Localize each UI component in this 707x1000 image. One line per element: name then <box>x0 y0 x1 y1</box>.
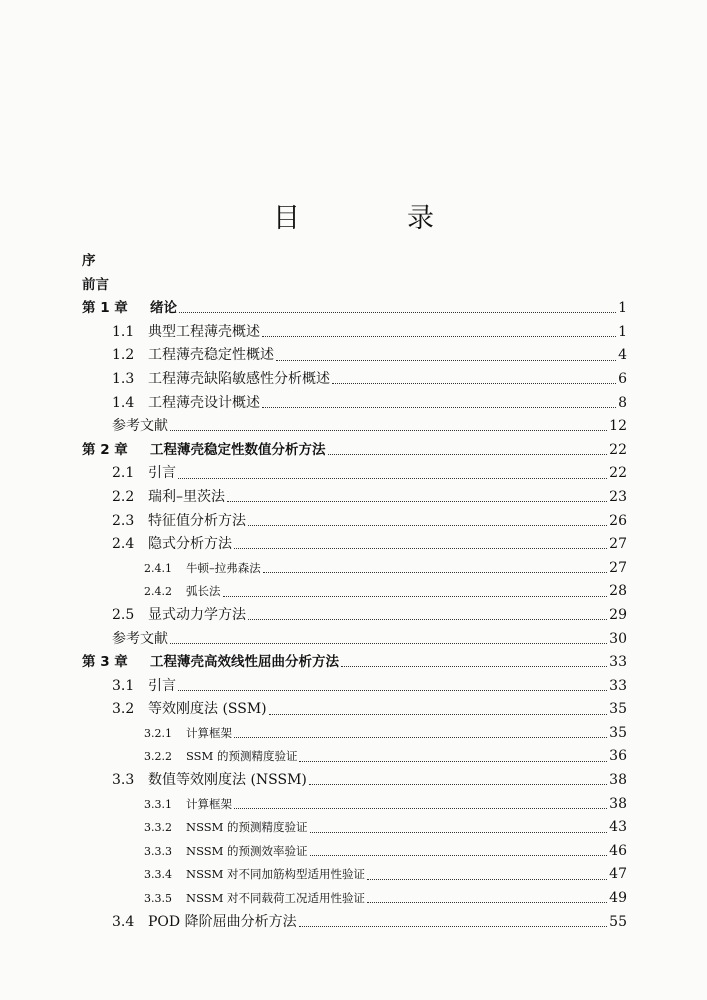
toc-entry-label: 工程薄壳设计概述 <box>148 394 260 411</box>
toc-front-label: 前言 <box>82 276 109 293</box>
toc-entry-subsection[interactable] <box>82 863 627 887</box>
toc-entry-section[interactable] <box>82 368 627 392</box>
toc-entry-label: SSM 的预测精度验证 <box>186 749 298 764</box>
toc-entry-page: 1 <box>618 323 627 340</box>
toc-entry-number: 1.3 <box>112 370 135 387</box>
toc-entry-page: 23 <box>609 488 627 505</box>
toc-entry-chapter-2[interactable] <box>82 439 627 463</box>
toc-entry-label: 牛顿–拉弗森法 <box>186 560 261 575</box>
toc-leader-dots <box>367 879 607 880</box>
toc-entry-page: 1 <box>618 300 627 317</box>
toc-entry-number: 1.4 <box>112 394 135 411</box>
toc-entry-number: 2.1 <box>112 465 135 482</box>
toc-leader-dots <box>276 360 616 361</box>
toc-entry-number: 3.4 <box>112 913 135 930</box>
toc-entry-page: 6 <box>618 370 627 387</box>
toc-entry-page: 8 <box>618 394 627 411</box>
toc-leader-dots <box>309 784 607 785</box>
toc-leader-dots <box>178 478 607 479</box>
toc-entry-page: 46 <box>609 842 627 859</box>
toc-entry-subsection[interactable] <box>82 557 627 581</box>
toc-entry-section[interactable] <box>82 462 627 486</box>
toc-entry-references[interactable] <box>82 628 627 652</box>
toc-entry-label: NSSM 对不同加筋构型适用性验证 <box>186 867 366 882</box>
toc-leader-dots <box>234 808 607 809</box>
toc-entry-label: 典型工程薄壳概述 <box>148 323 260 340</box>
toc-entry-label: 特征值分析方法 <box>148 512 246 529</box>
toc-entry-section[interactable] <box>82 698 627 722</box>
toc-entry-section[interactable] <box>82 392 627 416</box>
toc-entry-page: 33 <box>609 677 627 694</box>
toc-front-preface[interactable] <box>82 250 627 274</box>
toc-entry-number: 2.4 <box>112 536 135 553</box>
toc-entry-number: 第 2 章 <box>82 441 128 458</box>
toc-entry-number: 2.2 <box>112 488 135 505</box>
toc-entry-label: 工程薄壳缺陷敏感性分析概述 <box>148 370 330 387</box>
toc-entry-label: 引言 <box>148 465 176 482</box>
table-of-contents <box>82 250 627 934</box>
toc-entry-page: 35 <box>609 701 627 718</box>
toc-entry-page: 43 <box>609 819 627 836</box>
toc-entry-label: 计算框架 <box>186 725 232 740</box>
toc-front-foreword[interactable] <box>82 274 627 298</box>
toc-entry-number: 3.3.1 <box>144 797 172 811</box>
toc-entry-page: 38 <box>609 772 627 789</box>
toc-leader-dots <box>170 643 607 644</box>
toc-entry-page: 33 <box>609 654 627 671</box>
toc-entry-number: 3.3.4 <box>144 868 172 882</box>
toc-leader-dots <box>263 572 607 573</box>
toc-entry-number: 第 3 章 <box>82 654 128 671</box>
toc-entry-label: 工程薄壳稳定性数值分析方法 <box>150 441 326 458</box>
toc-entry-page: 49 <box>609 890 627 907</box>
toc-entry-page: 12 <box>609 418 627 435</box>
toc-entry-page: 22 <box>609 441 627 458</box>
toc-entry-page: 22 <box>609 465 627 482</box>
toc-entry-page: 38 <box>609 795 627 812</box>
page-title: 目 录 <box>273 203 474 234</box>
toc-leader-dots <box>299 761 607 762</box>
toc-entry-subsection[interactable] <box>82 722 627 746</box>
toc-entry-label: NSSM 的预测精度验证 <box>186 820 308 835</box>
toc-entry-page: 27 <box>609 559 627 576</box>
toc-entry-label: 参考文献 <box>112 630 168 647</box>
toc-entry-section[interactable] <box>82 675 627 699</box>
toc-entry-page: 55 <box>609 913 627 930</box>
toc-entry-chapter-3[interactable] <box>82 651 627 675</box>
toc-entry-number: 1.2 <box>112 347 135 364</box>
toc-entry-label: 工程薄壳高效线性屈曲分析方法 <box>150 654 339 671</box>
toc-leader-dots <box>367 902 607 903</box>
toc-entry-section[interactable] <box>82 769 627 793</box>
toc-entry-number: 3.2 <box>112 701 135 718</box>
toc-entry-number: 2.4.1 <box>144 561 172 575</box>
toc-entry-subsection[interactable] <box>82 580 627 604</box>
toc-entry-label: 绪论 <box>150 300 177 317</box>
toc-entry-section[interactable] <box>82 911 627 935</box>
toc-entry-page: 4 <box>618 347 627 364</box>
toc-entry-label: NSSM 的预测效率验证 <box>186 843 308 858</box>
toc-entry-page: 26 <box>609 512 627 529</box>
toc-entry-number: 2.5 <box>112 606 135 623</box>
toc-entry-number: 3.2.2 <box>144 750 172 764</box>
toc-entry-section[interactable] <box>82 510 627 534</box>
toc-entry-section[interactable] <box>82 321 627 345</box>
toc-entry-number: 3.1 <box>112 677 135 694</box>
toc-entry-label: 计算框架 <box>186 796 232 811</box>
toc-entry-number: 3.3.3 <box>144 844 172 858</box>
toc-entry-label: 瑞利–里茨法 <box>148 488 225 505</box>
toc-entry-number: 2.3 <box>112 512 135 529</box>
toc-leader-dots <box>248 525 607 526</box>
toc-entry-label: POD 降阶屈曲分析方法 <box>148 913 297 930</box>
toc-entry-subsection[interactable] <box>82 816 627 840</box>
toc-leader-dots <box>248 619 607 620</box>
toc-entry-references[interactable] <box>82 415 627 439</box>
toc-entry-number: 第 1 章 <box>82 300 128 317</box>
toc-leader-dots <box>299 926 608 927</box>
toc-entry-number: 3.3.5 <box>144 892 172 906</box>
toc-entry-number: 3.2.1 <box>144 726 172 740</box>
toc-leader-dots <box>227 501 607 502</box>
toc-entry-label: 显式动力学方法 <box>148 606 246 623</box>
toc-leader-dots <box>310 855 608 856</box>
toc-entry-section[interactable] <box>82 344 627 368</box>
toc-entry-subsection[interactable] <box>82 840 627 864</box>
toc-leader-dots <box>234 737 607 738</box>
toc-entry-subsection[interactable] <box>82 745 627 769</box>
toc-front-label: 序 <box>82 253 96 269</box>
toc-leader-dots <box>178 690 607 691</box>
toc-entry-subsection[interactable] <box>82 887 627 911</box>
toc-entry-label: 引言 <box>148 677 176 694</box>
toc-entry-label: NSSM 对不同载荷工况适用性验证 <box>186 891 366 906</box>
toc-entry-label: 弧长法 <box>186 584 221 599</box>
toc-leader-dots <box>234 548 607 549</box>
toc-entry-label: 工程薄壳稳定性概述 <box>148 347 274 364</box>
toc-entry-number: 2.4.2 <box>144 585 172 599</box>
toc-entry-section[interactable] <box>82 533 627 557</box>
toc-entry-subsection[interactable] <box>82 793 627 817</box>
toc-leader-dots <box>310 832 608 833</box>
toc-entry-number: 1.1 <box>112 323 135 340</box>
toc-leader-dots <box>269 714 608 715</box>
toc-entry-label: 隐式分析方法 <box>148 536 232 553</box>
toc-leader-dots <box>332 383 616 384</box>
toc-entry-number: 3.3 <box>112 772 135 789</box>
toc-entry-page: 29 <box>609 606 627 623</box>
toc-entry-label: 等效刚度法 (SSM) <box>148 701 267 718</box>
toc-leader-dots <box>262 336 616 337</box>
toc-entry-number: 3.3.2 <box>144 821 172 835</box>
toc-leader-dots <box>179 312 616 313</box>
toc-leader-dots <box>170 430 607 431</box>
toc-entry-page: 47 <box>609 866 627 883</box>
toc-entry-label: 参考文献 <box>112 418 168 435</box>
toc-entry-label: 数值等效刚度法 (NSSM) <box>148 772 307 789</box>
toc-entry-chapter-1[interactable] <box>82 297 627 321</box>
toc-entry-page: 35 <box>609 724 627 741</box>
toc-entry-page: 28 <box>609 583 627 600</box>
toc-leader-dots <box>262 407 616 408</box>
toc-entry-page: 27 <box>609 536 627 553</box>
toc-leader-dots <box>341 666 607 667</box>
toc-entry-page: 30 <box>609 630 627 647</box>
toc-entry-section[interactable] <box>82 486 627 510</box>
toc-entry-section[interactable] <box>82 604 627 628</box>
toc-leader-dots <box>328 454 608 455</box>
toc-leader-dots <box>223 596 608 597</box>
toc-entry-page: 36 <box>609 748 627 765</box>
